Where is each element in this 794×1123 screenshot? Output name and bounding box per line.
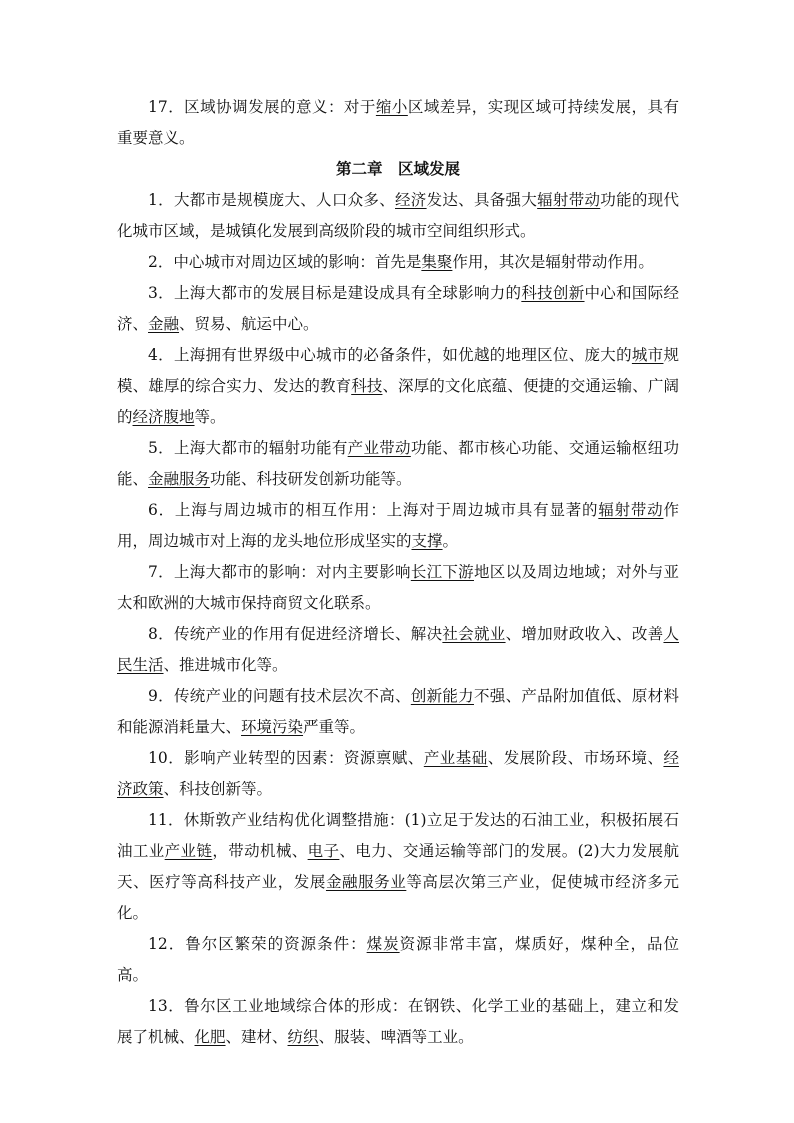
list-item xyxy=(117,991,679,1053)
text-run: 7．上海大都市的影响：对内主要影响 xyxy=(148,563,411,581)
text-run: 区域差异，实现区域可持续发展，具有重要意义。 xyxy=(117,98,679,147)
text-run: 、发展阶段、市场环境、 xyxy=(487,749,664,767)
underlined-term: 化肥 xyxy=(194,1028,226,1046)
document-page xyxy=(117,92,679,1053)
text-run: 、服装、啤酒等工业。 xyxy=(318,1028,474,1046)
text-run: 功能的现代化城市区域，是城镇化发展到高级阶段的城市空间组织形式。 xyxy=(117,191,679,240)
underlined-term: 产业基础 xyxy=(423,749,488,767)
underlined-term: 集聚 xyxy=(421,253,453,271)
text-run: 等。 xyxy=(194,408,226,426)
list-item xyxy=(117,805,679,929)
underlined-term: 社会就业 xyxy=(442,625,506,643)
underlined-term: 支撑 xyxy=(411,532,443,550)
text-run: 10．影响产业转型的因素：资源禀赋、 xyxy=(148,749,424,767)
underlined-term: 产业带动 xyxy=(347,439,411,457)
text-run: 作用，其次是辐射带动作用。 xyxy=(452,253,654,271)
underlined-term: 金融 xyxy=(148,315,180,333)
list-item xyxy=(117,557,679,619)
underlined-term: 创新能力 xyxy=(410,687,474,705)
list-item xyxy=(117,743,679,805)
list-item xyxy=(117,340,679,433)
underlined-term: 经济 xyxy=(395,191,427,209)
text-run: 5．上海大都市的辐射功能有 xyxy=(148,439,348,457)
chapter-title: 第二章 区域发展 xyxy=(335,160,460,178)
text-run: 、建材、 xyxy=(225,1028,288,1046)
text-run: 4．上海拥有世界级中心城市的必备条件，如优越的地理区位、庞大的 xyxy=(148,346,632,364)
text-run: 9．传统产业的问题有技术层次不高、 xyxy=(148,687,411,705)
intro-paragraph xyxy=(117,92,679,154)
text-run: 作用，周边城市对上海的龙头地位形成坚实的 xyxy=(117,501,679,550)
text-run: 严重等。 xyxy=(303,718,366,736)
text-run: ，带动机械、 xyxy=(212,842,308,860)
text-run: 发达、具备强大 xyxy=(426,191,538,209)
item-list xyxy=(117,185,679,1053)
text-run: 3．上海大都市的发展目标是建设成具有全球影响力的 xyxy=(148,284,522,302)
text-run: 、增加财政收入、改善 xyxy=(505,625,664,643)
underlined-term: 金融服务业 xyxy=(325,873,407,891)
list-item xyxy=(117,681,679,743)
list-item xyxy=(117,619,679,681)
text-run: 资源非常丰富，煤质好，煤种全，品位高。 xyxy=(117,935,679,984)
text-run: 、贸易、航运中心。 xyxy=(179,315,319,333)
list-item xyxy=(117,185,679,247)
underlined-term: 经济腹地 xyxy=(132,408,195,426)
text-run: 地区以及周边地域；对外与亚太和欧洲的大城市保持商贸文化联系。 xyxy=(117,563,679,612)
text-run: 11．休斯敦产业结构优化调整措施：(1)立足于发达的石油工业，积极拓展石油工业 xyxy=(117,811,679,860)
underlined-term: 科技 xyxy=(351,377,383,395)
list-item xyxy=(117,929,679,991)
list-item xyxy=(117,495,679,557)
text-run: 规模、雄厚的综合实力、发达的教育 xyxy=(117,346,679,395)
text-run: 2．中心城市对周边区域的影响：首先是 xyxy=(148,253,422,271)
text-run: 功能、科技研发创新功能等。 xyxy=(210,470,412,488)
underlined-term: 辐射带动 xyxy=(537,191,601,209)
text-run: 不强、产品附加值低、原材料和能源消耗量大、 xyxy=(117,687,679,736)
text-run: 、推进城市化等。 xyxy=(163,656,288,674)
underlined-term: 长江下游 xyxy=(410,563,474,581)
underlined-term: 纺织 xyxy=(287,1028,319,1046)
underlined-term: 经济政策 xyxy=(117,749,679,798)
text-run: 12．鲁尔区繁荣的资源条件： xyxy=(148,935,367,953)
underlined-term: 科技创新 xyxy=(521,284,585,302)
text-run: 1．大都市是规模庞大、人口众多、 xyxy=(148,191,395,209)
underlined-term: 煤炭 xyxy=(366,935,400,953)
text-run: 、电力、交通运输等部门的发展。(2)大力发展航天、医疗等高科技产业，发展 xyxy=(117,842,679,891)
underlined-term: 城市 xyxy=(631,346,664,364)
text-run: 8．传统产业的作用有促进经济增长、解决 xyxy=(148,625,443,643)
text-run: 17．区域协调发展的意义：对于 xyxy=(148,98,376,116)
list-item xyxy=(117,278,679,340)
underlined-term: 缩小 xyxy=(375,98,408,116)
text-run: 功能、都市核心功能、交通运输枢纽功能、 xyxy=(117,439,679,488)
underlined-term: 辐射带动 xyxy=(598,501,664,519)
text-run: 中心和国际经济、 xyxy=(117,284,679,333)
text-run: 。 xyxy=(442,532,459,550)
text-run: 、深厚的文化底蕴、便捷的交通运输、广阔的 xyxy=(117,377,679,426)
text-run: 、科技创新等。 xyxy=(163,780,273,798)
underlined-term: 环境污染 xyxy=(241,718,304,736)
list-item xyxy=(117,247,679,278)
underlined-term: 产业链 xyxy=(164,842,213,860)
underlined-term: 金融服务 xyxy=(148,470,211,488)
underlined-term: 人民生活 xyxy=(117,625,679,674)
text-run: 6．上海与周边城市的相互作用：上海对于周边城市具有显著的 xyxy=(148,501,599,519)
text-run: 13．鲁尔区工业地域综合体的形成：在钢铁、化学工业的基础上，建立和发展了机械、 xyxy=(117,997,679,1046)
underlined-term: 电子 xyxy=(307,842,340,860)
text-run: 等高层次第三产业，促使城市经济多元化。 xyxy=(117,873,679,922)
list-item xyxy=(117,433,679,495)
